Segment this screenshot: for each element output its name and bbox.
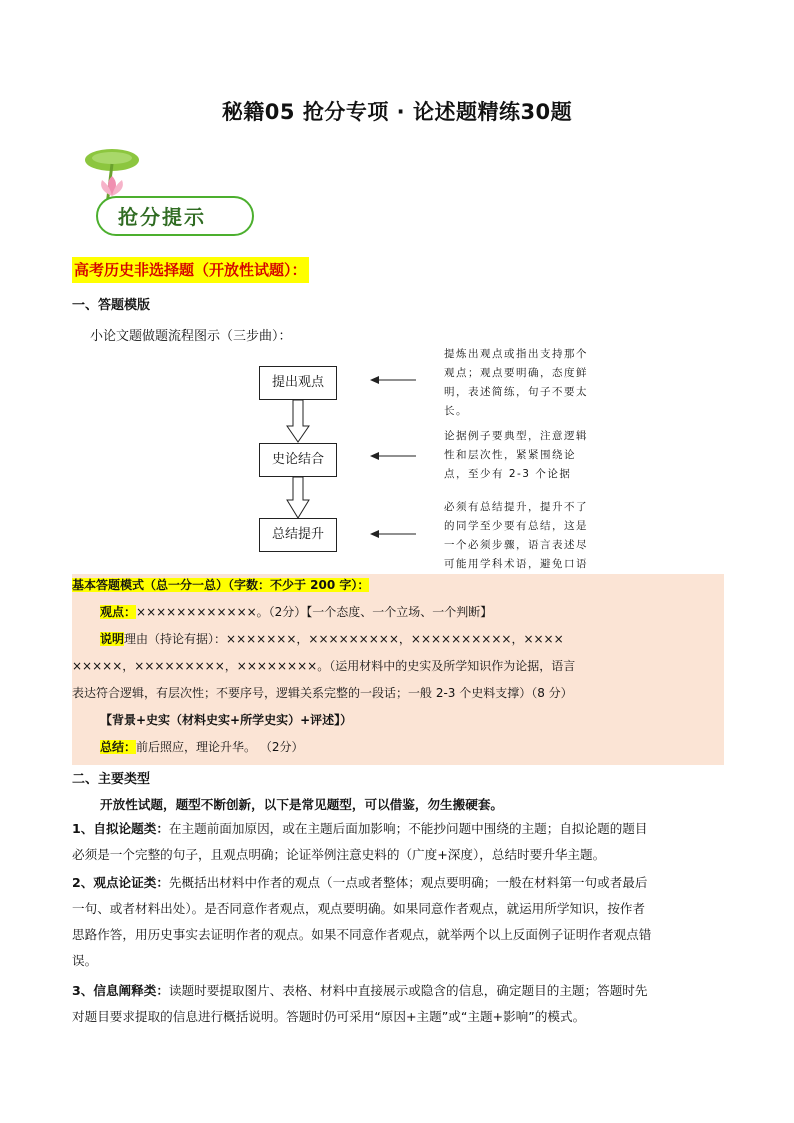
- type-item-2: 2、观点论证类：先概括出材料中作者的观点（一点或者整体；观点要明确；一般在材料第一句或者最后 一句、或者材料出处）。是否同意作者观点，观点要明确。如果同意作者观点，就运用所学知识，按作者 思路作答，用历史事实去证明作者的观点。如果不同意作者观点，就举两个以上反面例子证明作者观点错 误。: [72, 875, 652, 968]
- note-2: [444, 427, 634, 484]
- explain-label: 说明: [100, 632, 125, 646]
- note-line: 长。: [444, 405, 468, 417]
- note-line: 的同学至少要有总结，这是: [444, 520, 588, 532]
- type-label: 3、信息阐释类：: [72, 983, 169, 998]
- section2-heading: 二、主要类型: [72, 772, 151, 787]
- section1-subheading: 小论文题做题流程图示（三步曲）：: [90, 329, 292, 344]
- mode-explain-1: 说明理由（持论有据）：×××××××，×××××××××，××××××××××，××××: [100, 632, 564, 646]
- note-line: 可能用学科术语，避免口语: [444, 558, 588, 570]
- mode-explain-2: ×××××，×××××××××，××××××××。（运用材料中的史实及所学知识作为论据，语言: [72, 659, 576, 673]
- mode-view: [100, 603, 492, 620]
- section2-intro: 开放性试题，题型不断创新，以下是常见题型，可以借鉴，勿生搬硬套。: [100, 797, 503, 812]
- note-1: [444, 345, 634, 421]
- type-item-1: 1、自拟论题类：在主题前面加原因，或在主题后面加影响；不能抄问题中围绕的主题；自拟论题的题目 必须是一个完整的句子，且观点明确；论证举例注意史料的（广度+深度），总结时要升华主题。: [72, 821, 648, 862]
- note-line: 点，至少有 2-3 个论据: [444, 468, 572, 480]
- summary-text: 前后照应，理论升华。 （2分）: [136, 740, 304, 754]
- mode-summary: [100, 738, 303, 755]
- view-label: 观点：: [100, 605, 137, 619]
- type-item-3: 3、信息阐释类：读题时要提取图片、表格、材料中直接展示或隐含的信息，确定题目的主题；答题时先 对题目要求提取的信息进行概括说明。答题时仍可采用“原因+主题”或“主题+影响”的模式。: [72, 983, 648, 1024]
- type-label: 2、观点论证类：: [72, 875, 169, 890]
- note-line: 明，表述简练，句子不要太: [444, 386, 588, 398]
- note-line: 提炼出观点或指出支持那个: [444, 348, 588, 360]
- summary-label: 总结：: [100, 740, 137, 754]
- note-line: 性和层次性，紧紧围绕论: [444, 449, 576, 461]
- step-box-1: 提出观点: [259, 366, 337, 400]
- left-arrow-icon: [370, 530, 416, 538]
- note-3: [444, 498, 634, 576]
- note-line: 观点；观点要明确，态度鲜: [444, 367, 588, 379]
- note-line: 论据例子要典型，注意逻辑: [444, 430, 588, 442]
- note-line: 必须有总结提升，提升不了: [444, 501, 588, 513]
- left-arrow-icon: [370, 376, 416, 384]
- down-arrow-icon: [287, 400, 309, 442]
- tip-badge-label: 抢分提示: [118, 205, 206, 229]
- step-box-3: 总结提升: [259, 518, 337, 552]
- section1-heading: 一、答题模版: [72, 298, 151, 313]
- flow-arrows: [286, 400, 310, 520]
- type-label: 1、自拟论题类：: [72, 821, 169, 836]
- mode-explain-3: 表达符合逻辑，有层次性；不要序号，逻辑关系完整的一段话；一般 2-3 个史料支撑）（8 分）: [72, 686, 573, 700]
- left-arrow-icon: [370, 452, 416, 460]
- note-line: 一个必须步骤，语言表述尽: [444, 539, 588, 551]
- mode-heading: 基本答题模式（总一分一总）（字数：不少于 200 字）：: [72, 578, 370, 592]
- mode-bracket: 【背景+史实（材料史实+所学史实）+评述】）: [100, 713, 353, 727]
- page-title: 秘籍05 抢分专项 · 论述题精练30题: [221, 100, 573, 124]
- view-text: ××××××××××××。（2分）【一个态度、一个立场、一个判断】: [136, 605, 493, 619]
- highlight-heading: 高考历史非选择题（开放性试题）：: [72, 257, 309, 283]
- note-arrows: [370, 370, 418, 540]
- down-arrow-icon: [287, 477, 309, 518]
- step-box-2: 史论结合: [259, 443, 337, 477]
